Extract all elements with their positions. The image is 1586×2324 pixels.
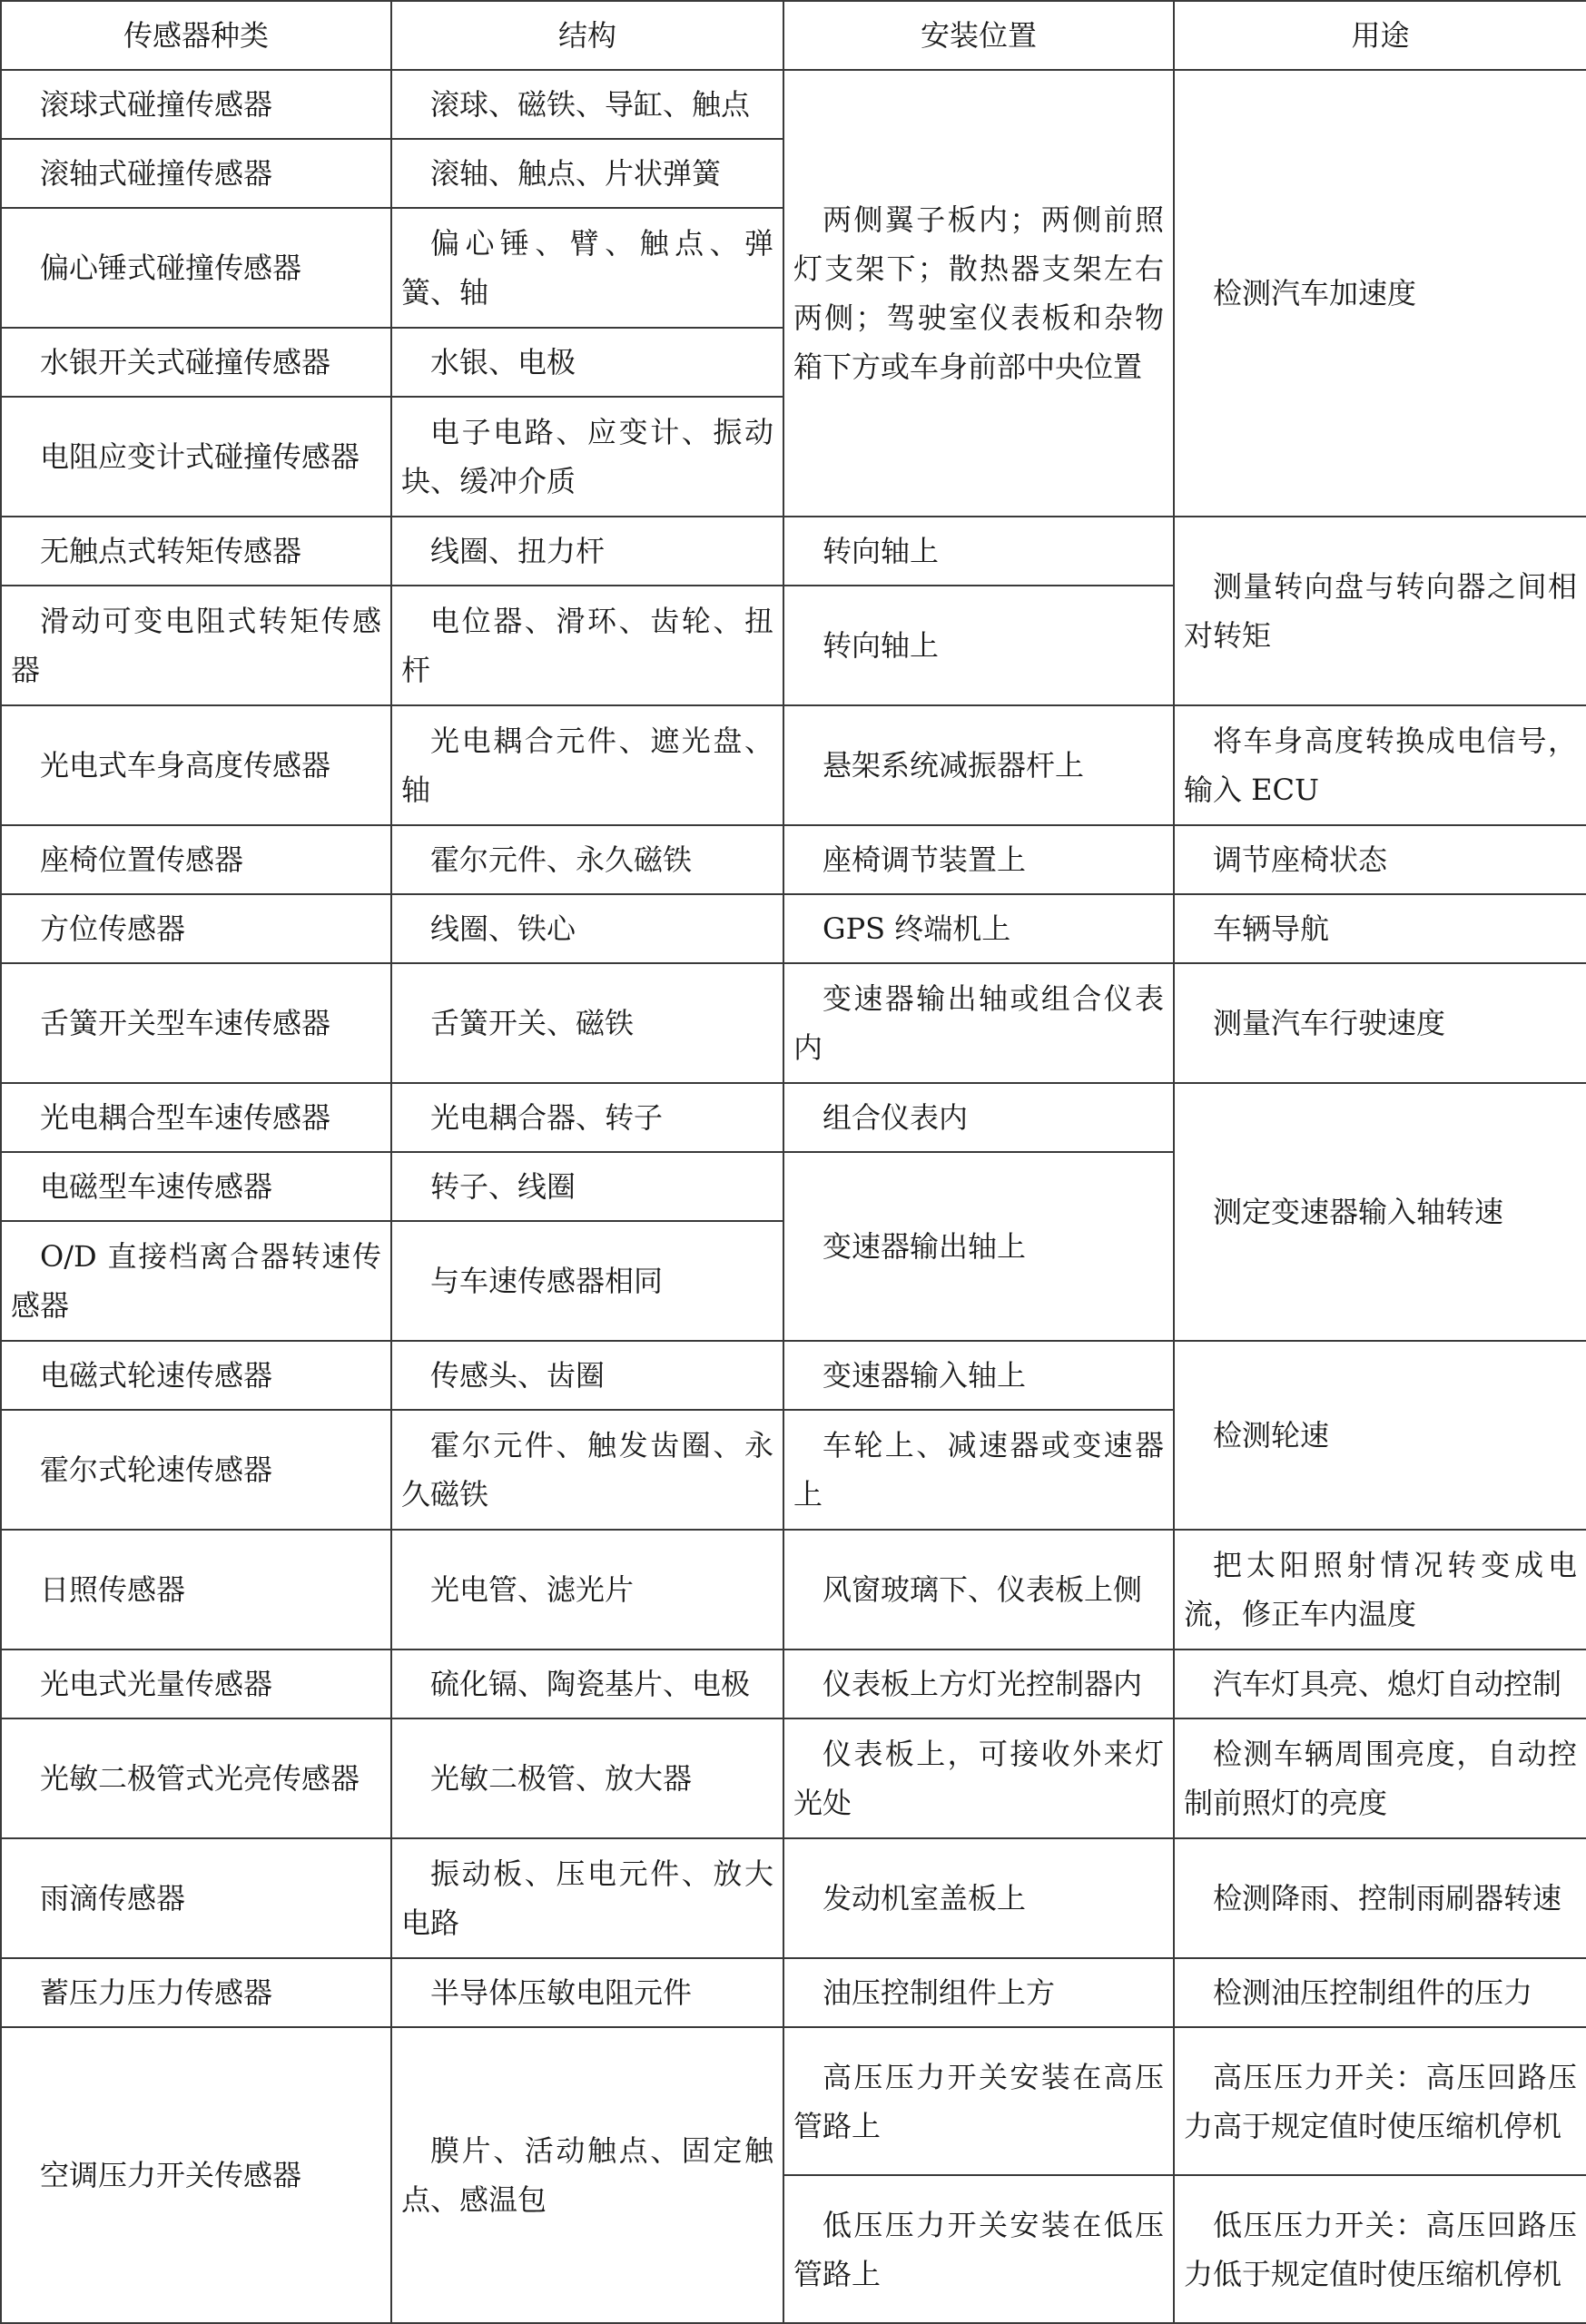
structure-cell: 光电管、滤光片	[391, 1530, 783, 1649]
table-row	[1, 1649, 1586, 1718]
use-cell: 检测车辆周围亮度，自动控制前照灯的亮度	[1174, 1718, 1586, 1838]
structure-cell: 电位器、滑环、齿轮、扭杆	[391, 586, 783, 705]
location-cell: 组合仪表内	[783, 1083, 1174, 1152]
table-row	[1, 1083, 1586, 1152]
use-cell: 调节座椅状态	[1174, 825, 1586, 894]
structure-cell: 线圈、扭力杆	[391, 517, 783, 586]
sensor-type-cell: 光电式光量传感器	[1, 1649, 391, 1718]
header-use: 用途	[1174, 1, 1586, 70]
structure-cell: 滚轴、触点、片状弹簧	[391, 139, 783, 208]
sensor-type-cell: 雨滴传感器	[1, 1838, 391, 1958]
header-sensor-type: 传感器种类	[1, 1, 391, 70]
use-cell: 测定变速器输入轴转速	[1174, 1083, 1586, 1341]
structure-cell: 线圈、铁心	[391, 894, 783, 963]
structure-cell: 舌簧开关、磁铁	[391, 963, 783, 1083]
sensor-type-cell: 舌簧开关型车速传感器	[1, 963, 391, 1083]
use-cell: 检测汽车加速度	[1174, 70, 1586, 517]
use-cell: 把太阳照射情况转变成电流，修正车内温度	[1174, 1530, 1586, 1649]
location-cell: 发动机室盖板上	[783, 1838, 1174, 1958]
location-cell: 风窗玻璃下、仪表板上侧	[783, 1530, 1174, 1649]
structure-cell: 硫化镉、陶瓷基片、电极	[391, 1649, 783, 1718]
structure-cell: 偏心锤、臂、触点、弹簧、轴	[391, 208, 783, 328]
structure-cell: 光敏二极管、放大器	[391, 1718, 783, 1838]
header-location: 安装位置	[783, 1, 1174, 70]
sensor-type-cell: 水银开关式碰撞传感器	[1, 328, 391, 397]
structure-cell: 电子电路、应变计、振动块、缓冲介质	[391, 397, 783, 517]
structure-cell: 膜片、活动触点、固定触点、感温包	[391, 2027, 783, 2323]
sensor-type-cell: 座椅位置传感器	[1, 825, 391, 894]
table-row	[1, 1958, 1586, 2027]
sensor-type-cell: 偏心锤式碰撞传感器	[1, 208, 391, 328]
sensor-type-cell: 无触点式转矩传感器	[1, 517, 391, 586]
sensor-type-cell: 光电耦合型车速传感器	[1, 1083, 391, 1152]
structure-cell: 霍尔元件、永久磁铁	[391, 825, 783, 894]
table-row	[1, 517, 1586, 586]
structure-cell: 传感头、齿圈	[391, 1341, 783, 1410]
sensor-type-cell: 方位传感器	[1, 894, 391, 963]
structure-cell: 半导体压敏电阻元件	[391, 1958, 783, 2027]
structure-cell: 滚球、磁铁、导缸、触点	[391, 70, 783, 139]
use-cell: 检测降雨、控制雨刷器转速	[1174, 1838, 1586, 1958]
use-cell: 汽车灯具亮、熄灯自动控制	[1174, 1649, 1586, 1718]
table-row	[1, 1341, 1586, 1410]
use-cell: 车辆导航	[1174, 894, 1586, 963]
sensor-type-cell: 滚轴式碰撞传感器	[1, 139, 391, 208]
table-row	[1, 1530, 1586, 1649]
sensor-type-cell: 电磁型车速传感器	[1, 1152, 391, 1221]
structure-cell: 水银、电极	[391, 328, 783, 397]
sensor-type-cell: 空调压力开关传感器	[1, 2027, 391, 2323]
header-row	[1, 1, 1586, 70]
use-cell: 检测轮速	[1174, 1341, 1586, 1530]
use-cell: 高压压力开关：高压回路压力高于规定值时使压缩机停机	[1174, 2027, 1586, 2175]
location-cell: GPS 终端机上	[783, 894, 1174, 963]
location-cell: 低压压力开关安装在低压管路上	[783, 2175, 1174, 2323]
sensor-type-cell: 滑动可变电阻式转矩传感器	[1, 586, 391, 705]
sensor-type-cell: 滚球式碰撞传感器	[1, 70, 391, 139]
structure-cell: 光电耦合器、转子	[391, 1083, 783, 1152]
table-row	[1, 70, 1586, 139]
location-cell: 变速器输出轴上	[783, 1152, 1174, 1341]
structure-cell: 振动板、压电元件、放大电路	[391, 1838, 783, 1958]
location-cell: 转向轴上	[783, 517, 1174, 586]
location-cell: 座椅调节装置上	[783, 825, 1174, 894]
sensor-type-cell: O/D 直接档离合器转速传感器	[1, 1221, 391, 1341]
location-cell: 车轮上、减速器或变速器上	[783, 1410, 1174, 1530]
table-row	[1, 1838, 1586, 1958]
location-cell: 仪表板上方灯光控制器内	[783, 1649, 1174, 1718]
table-row	[1, 705, 1586, 825]
table-row	[1, 894, 1586, 963]
location-cell: 变速器输入轴上	[783, 1341, 1174, 1410]
location-cell: 仪表板上，可接收外来灯光处	[783, 1718, 1174, 1838]
location-cell: 油压控制组件上方	[783, 1958, 1174, 2027]
structure-cell: 光电耦合元件、遮光盘、轴	[391, 705, 783, 825]
structure-cell: 与车速传感器相同	[391, 1221, 783, 1341]
use-cell: 测量汽车行驶速度	[1174, 963, 1586, 1083]
location-cell: 悬架系统减振器杆上	[783, 705, 1174, 825]
location-cell: 转向轴上	[783, 586, 1174, 705]
use-cell: 检测油压控制组件的压力	[1174, 1958, 1586, 2027]
sensor-type-cell: 光电式车身高度传感器	[1, 705, 391, 825]
location-cell: 两侧翼子板内；两侧前照灯支架下；散热器支架左右两侧；驾驶室仪表板和杂物箱下方或车身前部中央位置	[783, 70, 1174, 517]
table-row	[1, 1718, 1586, 1838]
sensor-type-cell: 光敏二极管式光亮传感器	[1, 1718, 391, 1838]
sensor-type-cell: 日照传感器	[1, 1530, 391, 1649]
structure-cell: 转子、线圈	[391, 1152, 783, 1221]
sensor-type-cell: 蓄压力压力传感器	[1, 1958, 391, 2027]
sensor-type-cell: 电磁式轮速传感器	[1, 1341, 391, 1410]
use-cell: 测量转向盘与转向器之间相对转矩	[1174, 517, 1586, 705]
table-row	[1, 825, 1586, 894]
location-cell: 高压压力开关安装在高压管路上	[783, 2027, 1174, 2175]
sensor-type-cell: 霍尔式轮速传感器	[1, 1410, 391, 1530]
sensor-type-cell: 电阻应变计式碰撞传感器	[1, 397, 391, 517]
location-cell: 变速器输出轴或组合仪表内	[783, 963, 1174, 1083]
table-row	[1, 963, 1586, 1083]
header-structure: 结构	[391, 1, 783, 70]
table-row	[1, 2027, 1586, 2175]
use-cell: 低压压力开关：高压回路压力低于规定值时使压缩机停机	[1174, 2175, 1586, 2323]
use-cell: 将车身高度转换成电信号，输入 ECU	[1174, 705, 1586, 825]
structure-cell: 霍尔元件、触发齿圈、永久磁铁	[391, 1410, 783, 1530]
